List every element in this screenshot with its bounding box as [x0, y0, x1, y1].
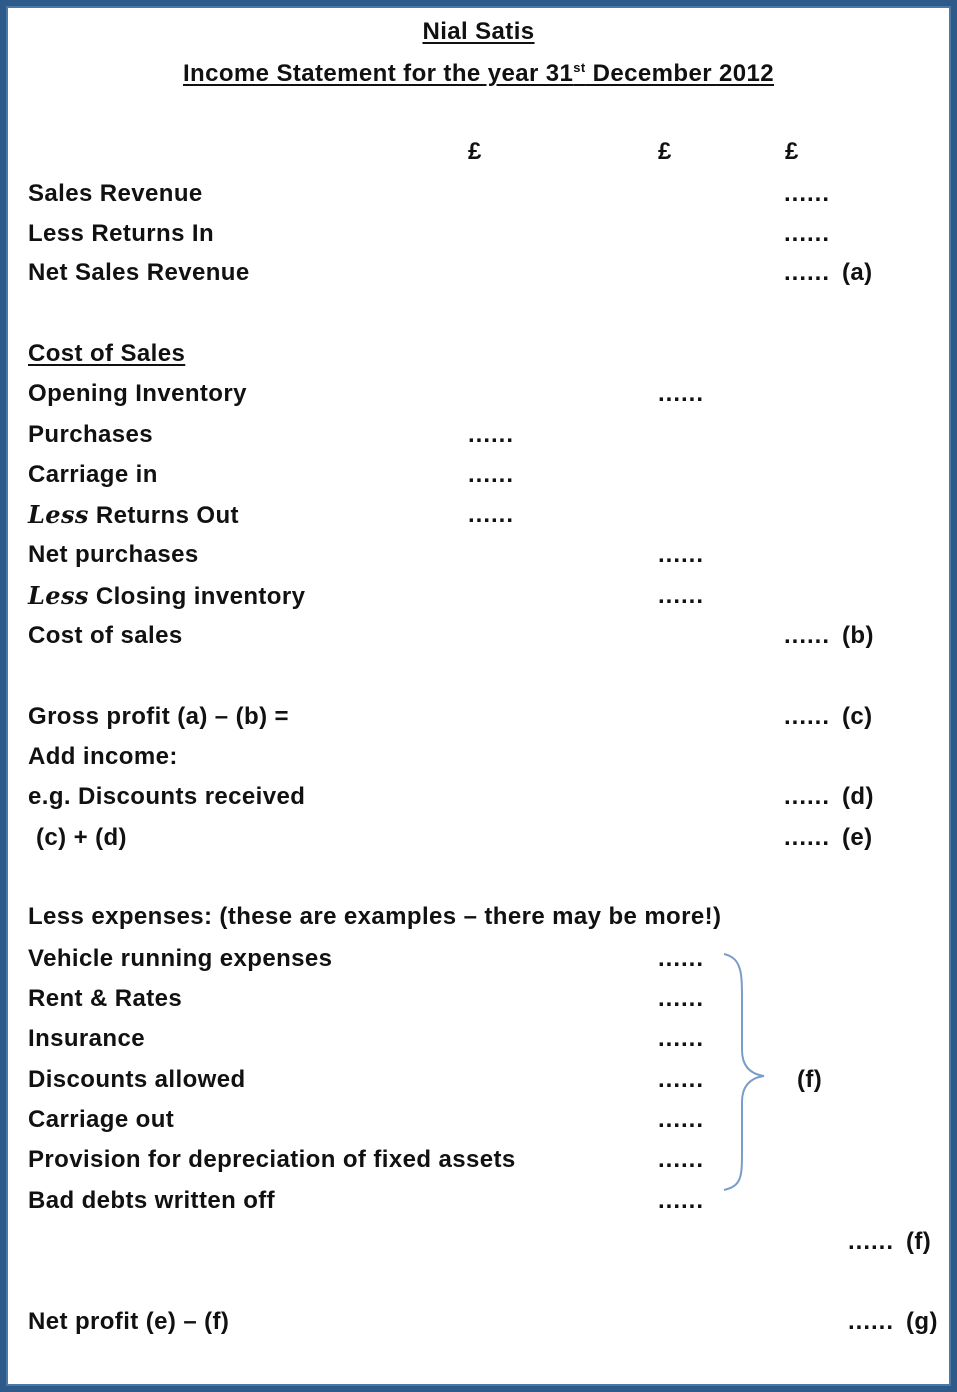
currency-col-3: £ [785, 138, 799, 165]
net-profit-label: Net profit (e) – (f) [28, 1308, 230, 1335]
gross-profit-value: ...... [784, 703, 831, 730]
expense-label: Provision for depreciation of fixed assets [28, 1146, 516, 1173]
total-expenses-ref: (f) [906, 1228, 932, 1255]
opening-inventory-value: ...... [658, 380, 705, 407]
expense-label: Bad debts written off [28, 1187, 276, 1214]
gross-profit-label: Gross profit (a) – (b) = [28, 703, 289, 730]
carriage-in-value: ...... [468, 461, 515, 488]
expenses-group-ref: (f) [797, 1066, 823, 1093]
purchases-label: Purchases [28, 421, 154, 448]
closing-inventory-value: ...... [658, 582, 705, 609]
expense-label: Carriage out [28, 1106, 175, 1133]
opening-inventory-label: Opening Inventory [28, 380, 247, 407]
expense-value: ...... [658, 1146, 705, 1173]
inner-border [6, 6, 951, 1386]
expense-label: Rent & Rates [28, 985, 183, 1012]
add-income-label: Add income: [28, 743, 178, 770]
sales-revenue-value: ...... [784, 180, 831, 207]
expense-value: ...... [658, 1025, 705, 1052]
c-plus-d-label: (c) + (d) [36, 824, 127, 851]
currency-col-2: £ [658, 138, 672, 165]
returns-out-value: ...... [468, 501, 515, 528]
returns-in-label: Less Returns In [28, 220, 215, 247]
total-expenses-value: ...... [848, 1228, 895, 1255]
net-purchases-value: ...... [658, 541, 705, 568]
net-profit-ref: (g) [906, 1308, 938, 1335]
expense-label: Discounts allowed [28, 1066, 246, 1093]
sales-revenue-label: Sales Revenue [28, 180, 203, 207]
returns-in-value: ...... [784, 220, 831, 247]
discounts-received-value: ...... [784, 783, 831, 810]
expense-value: ...... [658, 1187, 705, 1214]
cost-of-sales-heading: Cost of Sales [28, 340, 186, 367]
cost-of-sales-value: ...... [784, 622, 831, 649]
expense-value: ...... [658, 1066, 705, 1093]
cost-of-sales-ref: (b) [842, 622, 874, 649]
returns-out-label: Less Returns Out [28, 500, 239, 529]
closing-inventory-label: Less Closing inventory [28, 581, 306, 610]
net-purchases-label: Net purchases [28, 541, 199, 568]
carriage-in-label: Carriage in [28, 461, 158, 488]
net-profit-value: ...... [848, 1308, 895, 1335]
net-sales-value: ...... [784, 259, 831, 286]
discounts-received-label: e.g. Discounts received [28, 783, 306, 810]
gross-profit-ref: (c) [842, 703, 873, 730]
expenses-brace-icon [720, 950, 780, 1194]
discounts-received-ref: (d) [842, 783, 874, 810]
net-sales-ref: (a) [842, 259, 873, 286]
net-sales-label: Net Sales Revenue [28, 259, 250, 286]
expense-label: Insurance [28, 1025, 145, 1052]
purchases-value: ...... [468, 421, 515, 448]
expense-label: Vehicle running expenses [28, 945, 333, 972]
cost-of-sales-label: Cost of sales [28, 622, 183, 649]
expenses-heading: Less expenses: (these are examples – there may be more!) [28, 903, 722, 930]
statement-title: Income Statement for the year 31st December 2012 [182, 60, 774, 87]
c-plus-d-ref: (e) [842, 824, 873, 851]
expense-value: ...... [658, 985, 705, 1012]
currency-col-1: £ [468, 138, 482, 165]
company-name: Nial Satis [422, 18, 535, 45]
expense-value: ...... [658, 945, 705, 972]
expense-value: ...... [658, 1106, 705, 1133]
c-plus-d-value: ...... [784, 824, 831, 851]
